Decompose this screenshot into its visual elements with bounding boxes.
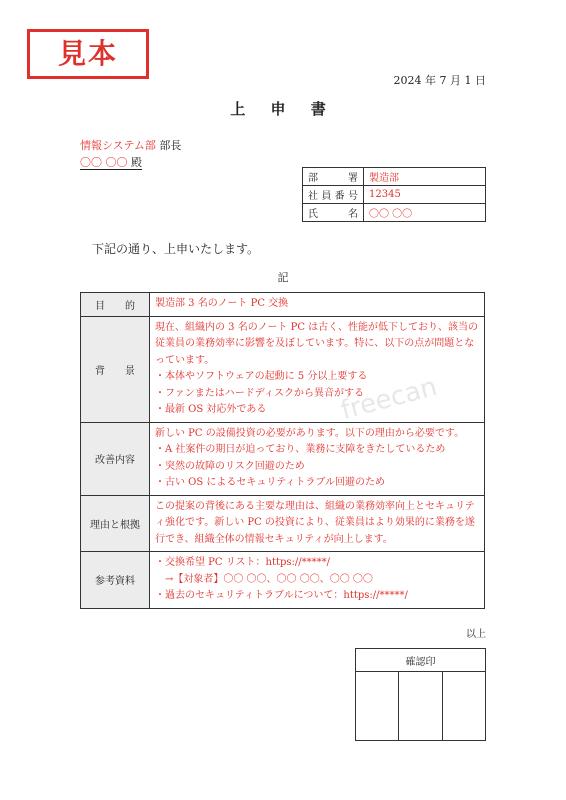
confirm-seal-table bbox=[355, 648, 486, 741]
sender-row bbox=[303, 186, 486, 204]
sender-info-table bbox=[302, 167, 486, 222]
row-line: 新しい PC の設備投資の必要があります。以下の理由から必要です。 bbox=[155, 427, 465, 439]
row-value bbox=[150, 495, 485, 552]
row-value bbox=[150, 422, 485, 495]
seal-box bbox=[356, 672, 399, 741]
table-row bbox=[81, 422, 485, 495]
row-line: ・突然の故障のリスク回避のため bbox=[155, 460, 305, 472]
row-line: ・交換希望 PC リスト：https://*****/ bbox=[155, 557, 331, 568]
intro-text: 下記の通り、上申いたします。 bbox=[92, 242, 260, 256]
document-date: 2024 年 7 月 1 日 bbox=[393, 74, 486, 87]
row-label: 改善内容 bbox=[81, 422, 150, 495]
row-value bbox=[150, 316, 485, 422]
row-value bbox=[150, 552, 485, 609]
table-row bbox=[81, 495, 485, 552]
sender-value: 製造部 bbox=[364, 168, 486, 186]
row-line: ・過去のセキュリティトラブルについて：https://*****/ bbox=[155, 590, 408, 601]
closing-text: 以上 bbox=[466, 629, 486, 640]
confirm-label: 確認印 bbox=[356, 649, 486, 672]
row-label: 参考資料 bbox=[81, 552, 150, 609]
sample-stamp: 見本 bbox=[27, 29, 149, 79]
row-line: ・最新 OS 対応外である bbox=[155, 404, 267, 415]
addressee-name: 〇〇 〇〇 bbox=[80, 156, 128, 169]
table-row bbox=[81, 293, 485, 317]
watermark: freecan bbox=[337, 371, 441, 427]
seal-box bbox=[442, 672, 485, 741]
addressee-honorific: 殿 bbox=[127, 156, 142, 169]
content-table bbox=[80, 292, 485, 609]
document-title: 上 申 書 bbox=[230, 100, 336, 118]
row-line: 現在、組織内の 3 名のノート PC は古く、性能が低下しており、該当の従業員の業務効率に影響を及ぼしています。特に、以下の点が問題となっています。 bbox=[155, 321, 478, 366]
addressee-name-line bbox=[80, 154, 142, 170]
sender-label: 部署 bbox=[303, 168, 364, 186]
table-row bbox=[81, 316, 485, 422]
table-row bbox=[81, 552, 485, 609]
row-label: 理由と根拠 bbox=[81, 495, 150, 552]
sender-value: 〇〇 〇〇 bbox=[364, 204, 486, 222]
row-label: 目 的 bbox=[81, 293, 150, 317]
addressee-line bbox=[80, 137, 181, 153]
row-label: 背 景 bbox=[81, 316, 150, 422]
addressee-dept: 情報システム部 bbox=[80, 139, 156, 152]
seal-box bbox=[399, 672, 442, 741]
row-line: ・ファンまたはハードディスクから異音がする bbox=[155, 387, 364, 399]
row-value bbox=[150, 293, 485, 317]
row-line: この提案の背後にある主要な理由は、組織の業務効率向上とセキュリティ強化です。新しい PC の投資により、従業員はより効果的に業務を遂行でき、組織全体の情報セキュリティが向上します。 bbox=[155, 500, 475, 545]
row-line: 製造部 3 名のノート PC 交換 bbox=[155, 298, 289, 309]
row-line: ・本体やソフトウェアの起動に 5 分以上要する bbox=[155, 371, 368, 382]
sender-row bbox=[303, 204, 486, 222]
row-line: →【対象者】〇〇 〇〇、〇〇 〇〇、〇〇 〇〇 bbox=[155, 573, 373, 585]
ki-mark: 記 bbox=[277, 271, 289, 284]
row-line: ・古い OS によるセキュリティトラブル回避のため bbox=[155, 477, 386, 488]
addressee-role: 部長 bbox=[155, 139, 182, 152]
sender-value: 12345 bbox=[364, 186, 486, 204]
row-line: ・A 社案件の期日が迫っており、業務に支障をきたしているため bbox=[155, 444, 446, 455]
sender-label: 氏名 bbox=[303, 204, 364, 222]
sender-row bbox=[303, 168, 486, 186]
sender-label: 社員番号 bbox=[303, 186, 364, 204]
